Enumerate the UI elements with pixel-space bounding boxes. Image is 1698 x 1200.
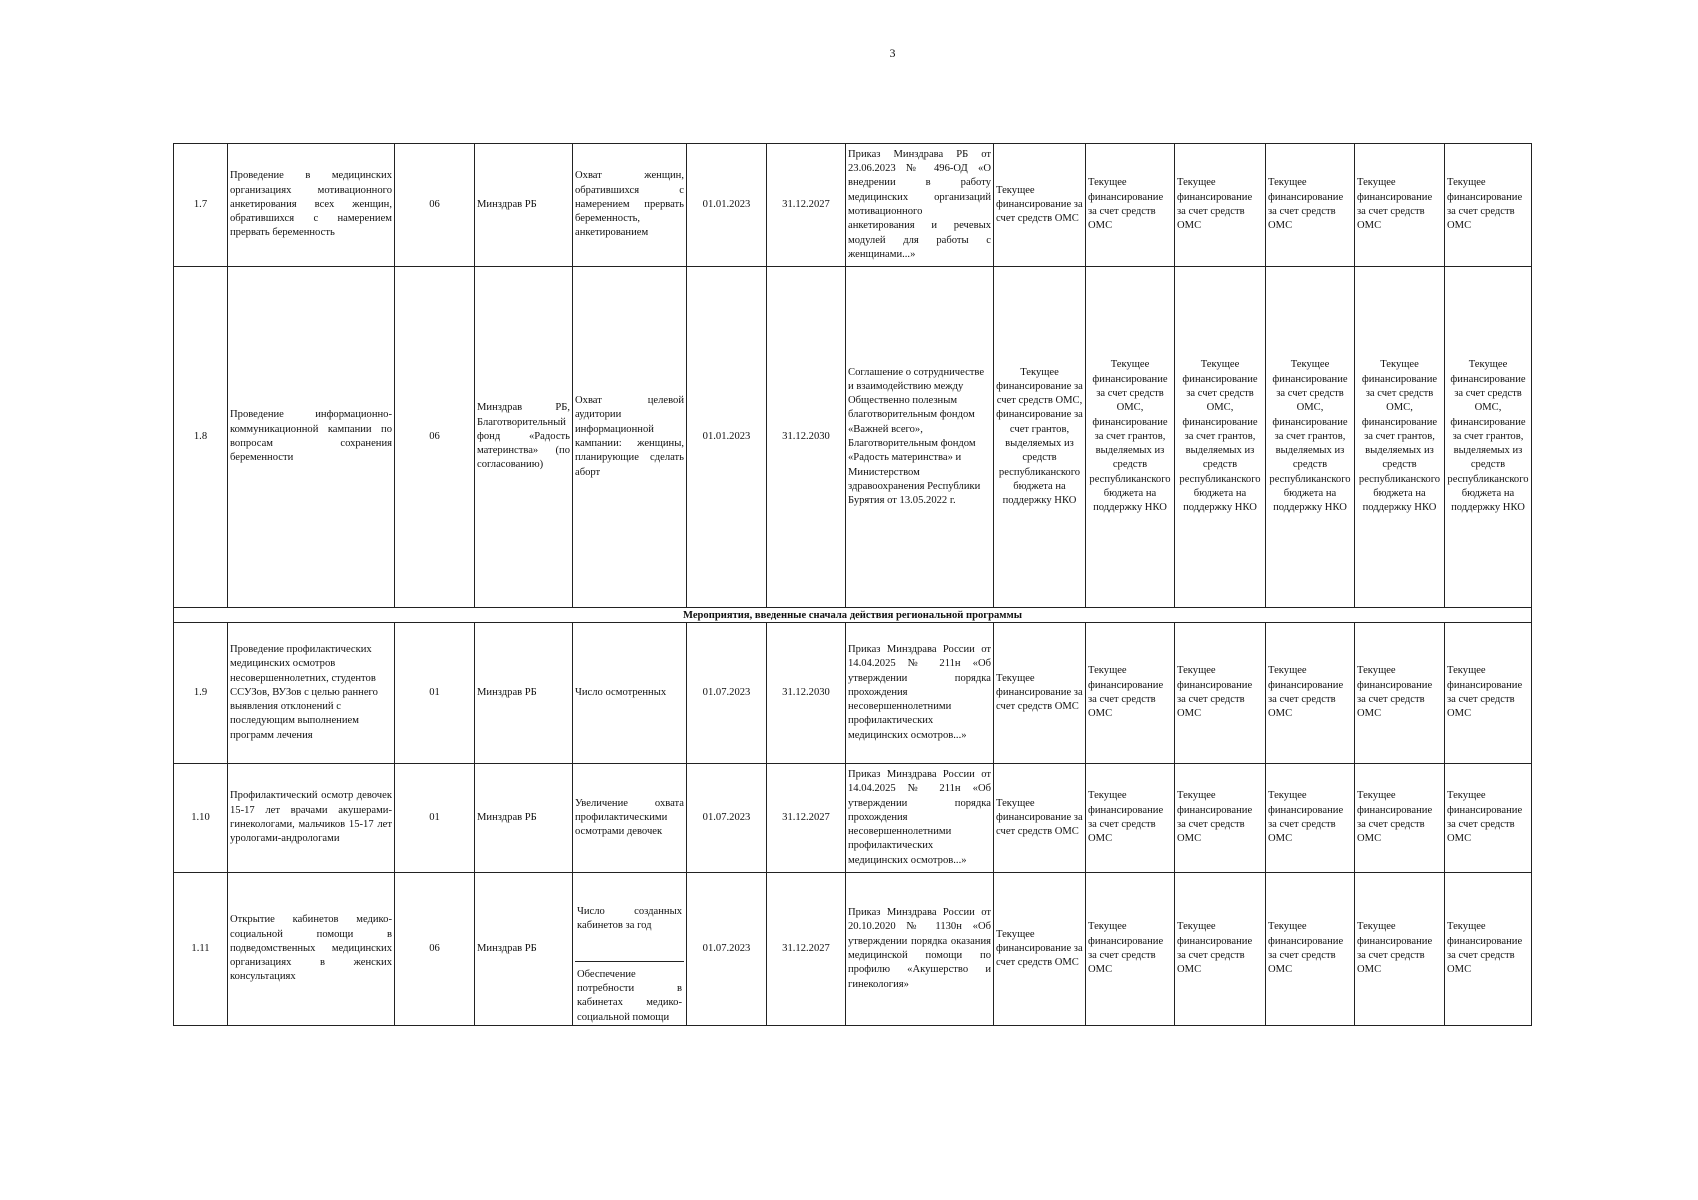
table-row — [174, 764, 1532, 873]
indicator: Число созданных кабинетов за год — [577, 906, 682, 932]
indicator-secondary: Обеспечение потребности в кабинетах медико-социальной помощи — [577, 968, 682, 1023]
funding-cell: Текущее финансирование за счет средств ОМС — [1445, 873, 1532, 1026]
funding-cell: Текущее финансирование за счет средств ОМС — [1355, 623, 1445, 764]
row-number: 1.8 — [174, 267, 228, 608]
start-date: 01.07.2023 — [687, 623, 767, 764]
row-number: 1.11 — [174, 873, 228, 1026]
funding-cell: Текущее финансирование за счет средств ОМС — [1266, 144, 1355, 267]
funding-cell: Текущее финансирование за счет средств ОМС — [1266, 764, 1355, 873]
section-header-row — [174, 608, 1532, 623]
table-row — [174, 873, 1532, 1026]
funding-cell: Текущее финансирование за счет средств ОМС — [994, 623, 1086, 764]
table-row — [174, 623, 1532, 764]
funding-cell: Текущее финансирование за счет средств ОМС — [1355, 873, 1445, 1026]
executor: Минздрав РБ, Благотворительный фонд «Радость материнства» (по согласованию) — [475, 267, 573, 608]
funding-cell: Текущее финансирование за счет средств ОМС — [994, 873, 1086, 1026]
legal-document: Приказ Минздрава России от 20.10.2020 № 1130н «Об утверждении порядка оказания медицинской помощи по профилю «Акушерство и гинекология» — [846, 873, 994, 1026]
funding-cell: Текущее финансирование за счет средств ОМС, финансирование за счет грантов, выделяемых из средств республиканского бюджета на поддержку НКО — [1175, 267, 1266, 608]
funding-cell: Текущее финансирование за счет средств ОМС — [1086, 144, 1175, 267]
executor: Минздрав РБ — [475, 144, 573, 267]
indicator: Число осмотренных — [573, 623, 687, 764]
executor: Минздрав РБ — [475, 623, 573, 764]
funding-cell: Текущее финансирование за счет средств ОМС — [1355, 144, 1445, 267]
code: 06 — [395, 144, 475, 267]
funding-cell: Текущее финансирование за счет средств ОМС — [1266, 623, 1355, 764]
measures-table — [173, 143, 1532, 1026]
funding-cell: Текущее финансирование за счет средств ОМС — [1266, 873, 1355, 1026]
funding-cell: Текущее финансирование за счет средств ОМС, финансирование за счет грантов, выделяемых из средств республиканского бюджета на поддержку НКО — [994, 267, 1086, 608]
measure-name: Открытие кабинетов медико-социальной помощи в подведомственных медицинских организациях в женских консультациях — [228, 873, 395, 1026]
executor: Минздрав РБ — [475, 764, 573, 873]
start-date: 01.01.2023 — [687, 144, 767, 267]
start-date: 01.01.2023 — [687, 267, 767, 608]
measure-name: Проведение профилактических медицинских осмотров несовершеннолетних, студентов ССУЗов, ВУЗов с целью раннего выявления отклонений с последующим выполнением программ лечения — [228, 623, 395, 764]
indicator: Охват женщин, обратившихся с намерением прервать беременность, анкетированием — [573, 144, 687, 267]
measure-name: Проведение в медицинских организациях мотивационного анкетирования всех женщин, обратившихся с намерением прервать беременность — [228, 144, 395, 267]
row-number: 1.7 — [174, 144, 228, 267]
legal-document: Приказ Минздрава России от 14.04.2025 № 211н «Об утверждении порядка прохождения несовершеннолетними профилактических медицинских осмотров...» — [846, 623, 994, 764]
funding-cell: Текущее финансирование за счет средств ОМС, финансирование за счет грантов, выделяемых из средств республиканского бюджета на поддержку НКО — [1445, 267, 1532, 608]
end-date: 31.12.2030 — [767, 623, 846, 764]
row-number: 1.9 — [174, 623, 228, 764]
funding-cell: Текущее финансирование за счет средств ОМС — [994, 144, 1086, 267]
start-date: 01.07.2023 — [687, 764, 767, 873]
funding-cell: Текущее финансирование за счет средств ОМС, финансирование за счет грантов, выделяемых из средств республиканского бюджета на поддержку НКО — [1266, 267, 1355, 608]
end-date: 31.12.2030 — [767, 267, 846, 608]
table-row — [174, 144, 1532, 267]
funding-cell: Текущее финансирование за счет средств ОМС — [1086, 873, 1175, 1026]
funding-cell: Текущее финансирование за счет средств ОМС — [1086, 764, 1175, 873]
section-title: Мероприятия, введенные сначала действия региональной программы — [174, 608, 1532, 623]
funding-cell: Текущее финансирование за счет средств ОМС, финансирование за счет грантов, выделяемых из средств республиканского бюджета на поддержку НКО — [1086, 267, 1175, 608]
end-date: 31.12.2027 — [767, 144, 846, 267]
funding-cell: Текущее финансирование за счет средств ОМС — [1175, 764, 1266, 873]
funding-cell: Текущее финансирование за счет средств ОМС, финансирование за счет грантов, выделяемых из средств республиканского бюджета на поддержку НКО — [1355, 267, 1445, 608]
page-number: 3 — [889, 46, 896, 60]
legal-document: Приказ Минздрава РБ от 23.06.2023 № 496-ОД «О внедрении в работу медицинских организаций мотивационного анкетирования и речевых модулей для работы с женщинами...» — [846, 144, 994, 267]
code: 01 — [395, 623, 475, 764]
indicator-split — [573, 873, 687, 1026]
legal-document: Приказ Минздрава России от 14.04.2025 № 211н «Об утверждении порядка прохождения несовершеннолетними профилактических медицинских осмотров...» — [846, 764, 994, 873]
funding-cell: Текущее финансирование за счет средств ОМС — [994, 764, 1086, 873]
funding-cell: Текущее финансирование за счет средств ОМС — [1445, 144, 1532, 267]
executor: Минздрав РБ — [475, 873, 573, 1026]
funding-cell: Текущее финансирование за счет средств ОМС — [1175, 144, 1266, 267]
row-number: 1.10 — [174, 764, 228, 873]
code: 06 — [395, 873, 475, 1026]
funding-cell: Текущее финансирование за счет средств ОМС — [1175, 623, 1266, 764]
funding-cell: Текущее финансирование за счет средств ОМС — [1086, 623, 1175, 764]
table-row — [174, 267, 1532, 608]
funding-cell: Текущее финансирование за счет средств ОМС — [1355, 764, 1445, 873]
funding-cell: Текущее финансирование за счет средств ОМС — [1445, 623, 1532, 764]
code: 06 — [395, 267, 475, 608]
measure-name: Профилактический осмотр девочек 15-17 лет врачами акушерами-гинекологами, мальчиков 15-17 лет урологами-андрологами — [228, 764, 395, 873]
legal-document: Соглашение о сотрудничестве и взаимодействию между Общественно полезным благотворительным фондом «Важней всего», Благотворительным фондом «Радость материнства» и Министерством здравоохранения Республики Бурятия от 13.05.2022 г. — [846, 267, 994, 608]
start-date: 01.07.2023 — [687, 873, 767, 1026]
indicator: Охват целевой аудитории информационной кампании: женщины, планирующие сделать аборт — [573, 267, 687, 608]
measure-name: Проведение информационно-коммуникационной кампании по вопросам сохранения беременности — [228, 267, 395, 608]
end-date: 31.12.2027 — [767, 873, 846, 1026]
code: 01 — [395, 764, 475, 873]
end-date: 31.12.2027 — [767, 764, 846, 873]
indicator: Увеличение охвата профилактическими осмотрами девочек — [573, 764, 687, 873]
funding-cell: Текущее финансирование за счет средств ОМС — [1445, 764, 1532, 873]
funding-cell: Текущее финансирование за счет средств ОМС — [1175, 873, 1266, 1026]
